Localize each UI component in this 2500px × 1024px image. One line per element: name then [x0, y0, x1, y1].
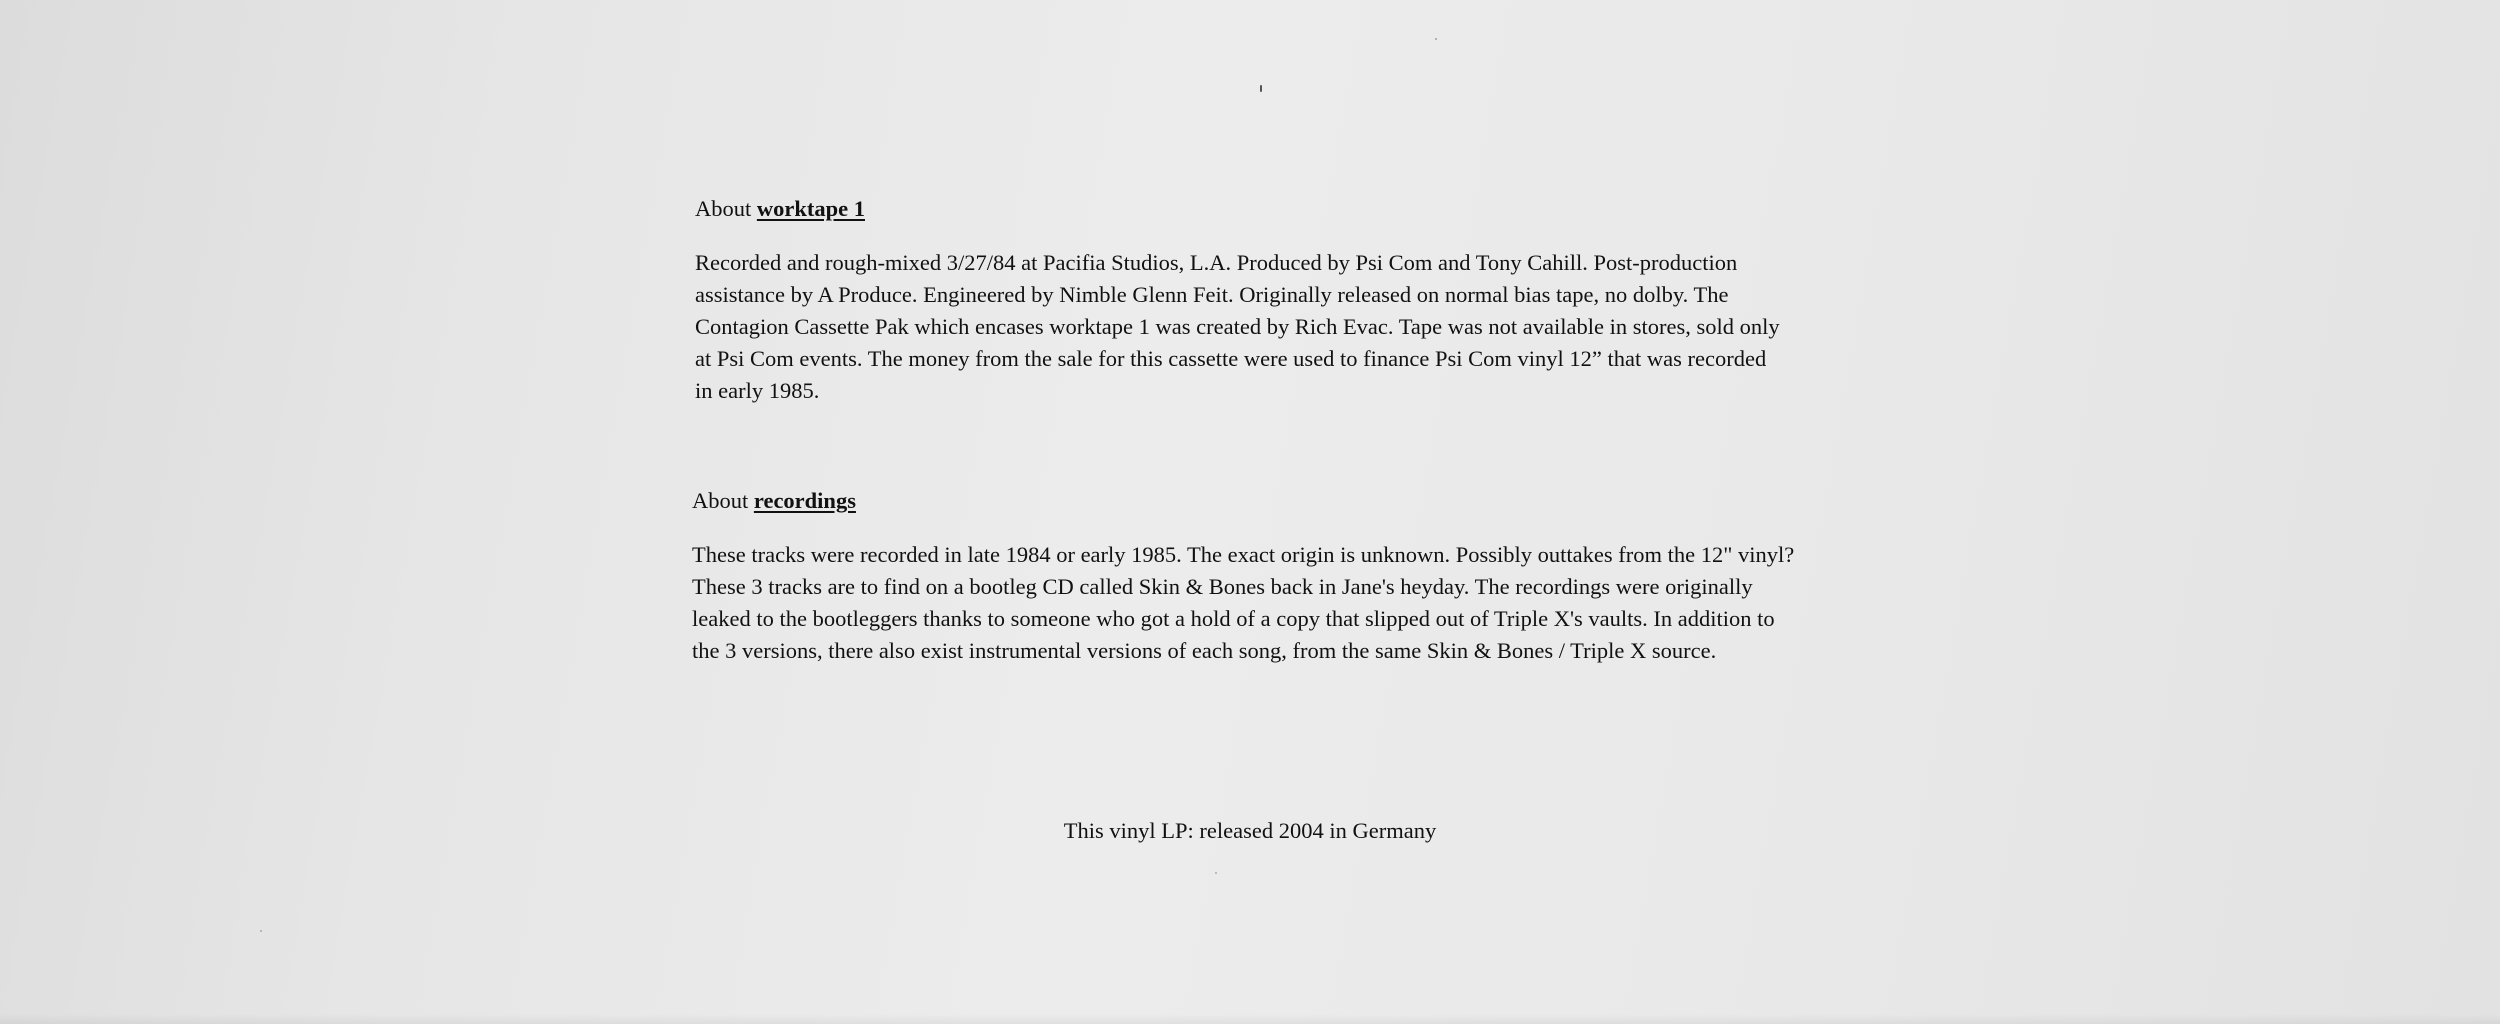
section-worktape	[695, 193, 1875, 407]
paragraph-line: These 3 tracks are to find on a bootleg CD called Skin & Bones back in Jane's heyday. The recordings were originally	[692, 574, 1753, 599]
paper-speck	[260, 930, 262, 932]
section-heading	[695, 193, 1875, 225]
paragraph-line: leaked to the bootleggers thanks to someone who got a hold of a copy that slipped out of Triple X's vaults. In addition to	[692, 606, 1775, 631]
paragraph-line: Recorded and rough-mixed 3/27/84 at Pacifia Studios, L.A. Produced by Psi Com and Tony Cahill. Post-production	[695, 250, 1738, 275]
heading-prefix: About	[695, 196, 752, 221]
section-paragraph	[695, 247, 1875, 407]
paragraph-line: in early 1985.	[695, 378, 820, 403]
paragraph-line: Contagion Cassette Pak which encases worktape 1 was created by Rich Evac. Tape was not available in stores, sold only	[695, 314, 1780, 339]
section-paragraph	[692, 539, 1872, 667]
paper-speck	[1260, 85, 1262, 92]
heading-prefix: About	[692, 488, 749, 513]
heading-emphasis: recordings	[753, 488, 856, 513]
paper-speck	[1435, 38, 1437, 40]
paper-speck	[1215, 872, 1217, 874]
paragraph-line: These tracks were recorded in late 1984 or early 1985. The exact origin is unknown. Possibly outtakes from the 12" vinyl?	[692, 542, 1795, 567]
release-note: This vinyl LP: released 2004 in Germany	[1063, 818, 1437, 843]
section-heading	[692, 485, 1872, 517]
paragraph-line: assistance by A Produce. Engineered by Nimble Glenn Feit. Originally released on normal bias tape, no dolby. The	[695, 282, 1729, 307]
heading-emphasis: worktape 1	[756, 196, 865, 221]
section-recordings	[692, 485, 1872, 667]
paragraph-line: the 3 versions, there also exist instrumental versions of each song, from the same Skin & Bones / Triple X source.	[692, 638, 1717, 663]
paragraph-line: at Psi Com events. The money from the sale for this cassette were used to finance Psi Com vinyl 12” that was recorded	[695, 346, 1767, 371]
